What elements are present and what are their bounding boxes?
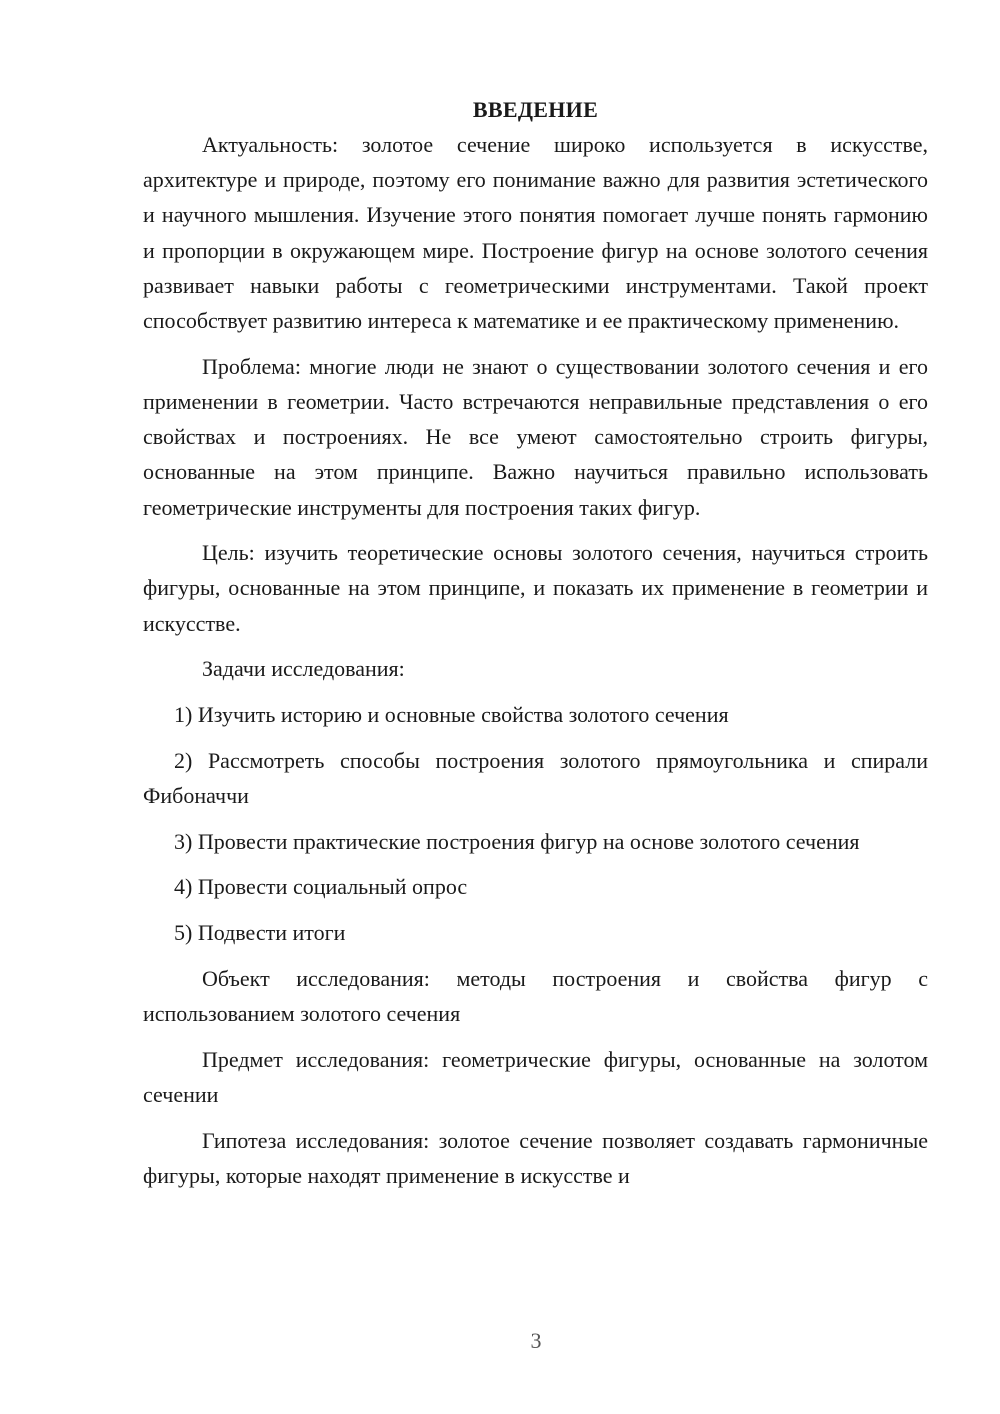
paragraph-goal: Цель: изучить теоретические основы золотого сечения, научиться строить фигуры, основанные на этом принципе, и показать их применение в геометрии и искусстве. — [143, 540, 928, 636]
section-title: ВВЕДЕНИЕ — [472, 97, 599, 122]
paragraph-problem: Проблема: многие люди не знают о существовании золотого сечения и его применении в геометрии. Часто встречаются неправильные представления о его свойствах и построениях. Не все умеют самостоятельно строить фигуры, основанные на этом принципе. Важно научиться правильно использовать геометрические инструменты для построения таких фигур. — [143, 353, 928, 520]
page-number: 3 — [530, 1328, 542, 1353]
task-item-4: 4) Провести социальный опрос — [174, 874, 468, 900]
paragraph-object: Объект исследования: методы построения и свойства фигур с использованием золотого сечения — [143, 965, 928, 1026]
task-item-3: 3) Провести практические построения фигур на основе золотого сечения — [174, 828, 860, 854]
tasks-heading: Задачи исследования: — [202, 656, 405, 682]
document-page — [143, 92, 928, 1203]
paragraph-hypothesis: Гипотеза исследования: золотое сечение позволяет создавать гармоничные фигуры, которые находят применение в искусстве и — [143, 1127, 928, 1188]
task-item-1: 1) Изучить историю и основные свойства золотого сечения — [174, 702, 729, 728]
paragraph-relevance: Актуальность: золотое сечение широко используется в искусстве, архитектуре и природе, поэтому его понимание важно для развития эстетического и научного мышления. Изучение этого понятия помогает лучше понять гармонию и пропорции в окружающем мире. Построение фигур на основе золотого сечения развивает навыки работы с геометрическими инструментами. Такой проект способствует развитию интереса к математике и ее практическому применению. — [143, 132, 928, 334]
paragraph-subject: Предмет исследования: геометрические фигуры, основанные на золотом сечении — [143, 1046, 928, 1107]
task-item-5: 5) Подвести итоги — [174, 920, 346, 946]
task-item-2: 2) Рассмотреть способы построения золотого прямоугольника и спирали Фибоначчи — [143, 747, 928, 808]
